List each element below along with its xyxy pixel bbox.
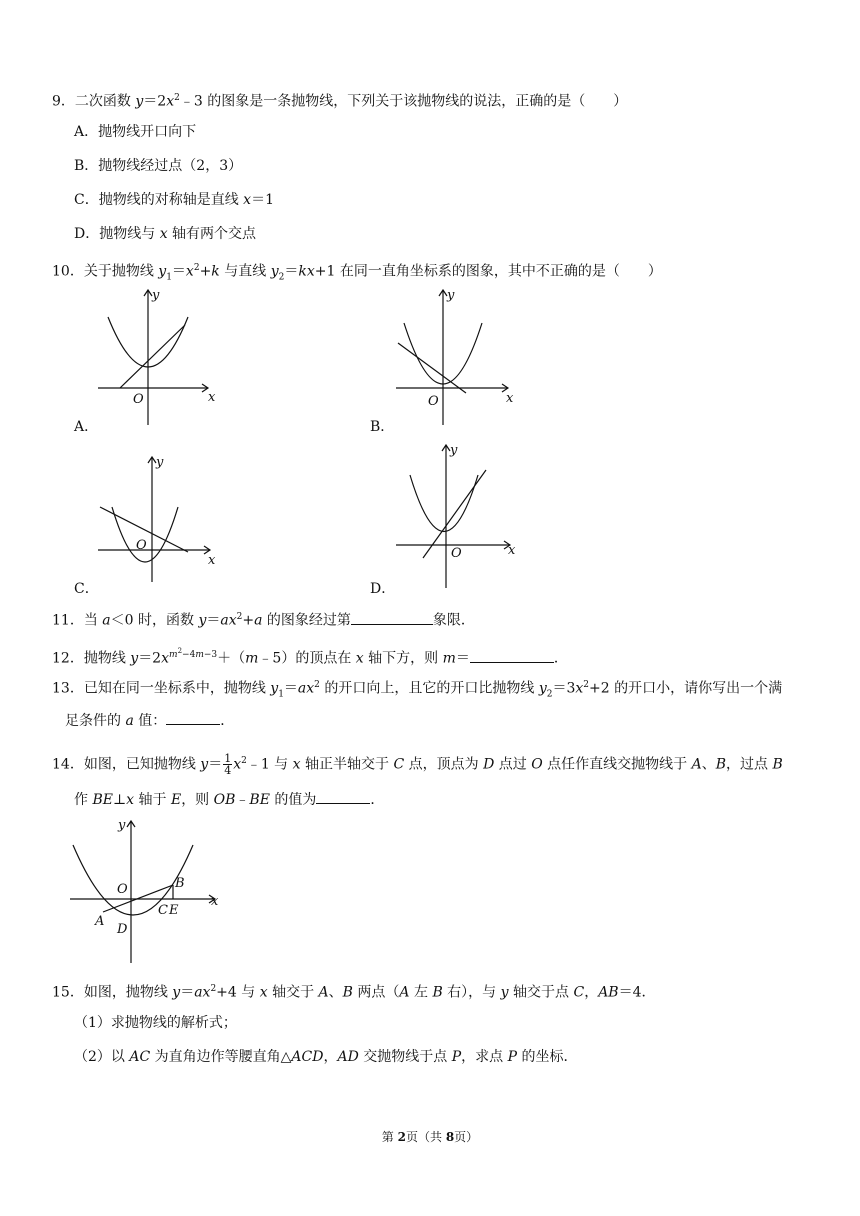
- graph-c: [90, 452, 220, 592]
- text: 轴于: [134, 792, 171, 808]
- text: 两点（: [352, 984, 400, 1001]
- text: ACD: [291, 1049, 324, 1065]
- graph-d-label: D．: [370, 581, 396, 597]
- graph-a-label: A．: [74, 419, 99, 435]
- text: ，求点: [461, 1049, 508, 1065]
- text: 10．关于抛物线: [52, 263, 159, 280]
- origin-label: O: [117, 882, 128, 897]
- y-label: y: [447, 288, 455, 303]
- text: ，: [584, 984, 599, 1001]
- text: D．抛物线与: [74, 226, 160, 242]
- text: ．: [370, 792, 385, 808]
- text: ．: [553, 650, 568, 667]
- text: ，: [323, 1049, 338, 1065]
- graph-b: [388, 285, 518, 435]
- text: ，过点: [726, 756, 773, 773]
- point-a-label: A: [95, 914, 105, 929]
- text: 的图象是一条抛物线，下列关于该抛物线的说法，正确的是（ ）: [202, 93, 628, 110]
- graph-c-label: C．: [74, 581, 99, 597]
- text: 的开口小，请你写出一个满: [609, 680, 783, 697]
- x-label: x: [211, 894, 219, 909]
- text: 页（共: [405, 1130, 446, 1144]
- text: ﹣5）的顶点在: [258, 650, 356, 667]
- text: E: [170, 792, 182, 808]
- text: 左: [409, 984, 433, 1001]
- question-15-stem: 15．如图，抛物线 $y=ax^2+4$ 与 x 轴交于 A、B 两点（A 左 B 右），与 y 轴交于点 C，AB＝4．: [52, 984, 656, 1001]
- origin-label: O: [428, 394, 439, 409]
- text: D: [483, 756, 495, 773]
- q9-option-c: [74, 191, 274, 209]
- text: 第: [381, 1130, 398, 1144]
- text: 轴正半轴交于: [300, 756, 394, 773]
- text: （2）以: [74, 1049, 130, 1065]
- text: 的图象经过第: [262, 612, 351, 629]
- text: P: [507, 1049, 517, 1065]
- q9-option-d: [74, 225, 256, 243]
- question-12: 12．抛物线 $y=2x^{m^2-4m-3}+(m﹣5)$的顶点在 x 轴下方，则 m＝ ．: [52, 647, 568, 667]
- text: 15．如图，抛物线: [52, 984, 173, 1001]
- text: C: [573, 984, 585, 1001]
- y-label: y: [450, 443, 458, 458]
- origin-label: O: [136, 538, 147, 553]
- point-b-label: B: [175, 876, 185, 891]
- text: 足条件的: [65, 713, 126, 729]
- answer-blank[interactable]: [351, 610, 433, 625]
- text: y: [500, 984, 509, 1001]
- question-15-part1: （1）求抛物线的解析式；: [74, 1015, 237, 1031]
- text: 在同一直角坐标系的图象，其中不正确的是（ ）: [335, 263, 662, 280]
- text: m: [442, 650, 456, 667]
- graph-a: [90, 285, 220, 435]
- numerator: 1: [224, 752, 232, 766]
- text: 轴有两个交点: [167, 226, 257, 242]
- text: ＋（: [217, 650, 246, 667]
- question-14-line1: 14．如图，已知抛物线 y＝ $\frac{1}{4}$ $x^2﹣1$ 与 x 轴正半轴交于 C 点，顶点为 D 点过 O 点任作直线交抛物线于 A、B，过点 B: [52, 752, 783, 778]
- text: 轴下方，则: [363, 650, 443, 667]
- text: 、: [328, 984, 343, 1001]
- text: 作: [74, 792, 93, 808]
- text: B: [342, 984, 353, 1001]
- text: 象限．: [432, 612, 475, 629]
- text: 13．已知在同一坐标系中，抛物线: [52, 680, 271, 697]
- x-label: x: [208, 390, 216, 405]
- graph-b-label: B．: [370, 419, 395, 435]
- text: 12．抛物线: [52, 650, 131, 667]
- text: ＝4．: [618, 984, 656, 1001]
- text: ﹣1 与: [246, 756, 293, 773]
- text: 点过: [494, 756, 532, 773]
- text: x: [126, 792, 135, 808]
- text: 的开口向上，且它的开口比抛物线: [319, 680, 539, 697]
- text: 与直线: [219, 263, 271, 280]
- q9-option-a: A．抛物线开口向下: [74, 124, 197, 140]
- text: ．: [220, 713, 235, 729]
- text: O: [531, 756, 543, 773]
- text: 9．二次函数: [52, 93, 136, 110]
- text: ＝1: [251, 192, 274, 208]
- parabola: [112, 507, 178, 562]
- parabola: [410, 475, 478, 532]
- text: x: [243, 192, 252, 208]
- text: 轴交于: [267, 984, 319, 1001]
- text: 、: [701, 756, 716, 773]
- text: 为直角边作等腰直角△: [150, 1049, 292, 1065]
- line: [398, 343, 466, 393]
- text: ⊥: [112, 792, 127, 808]
- text: AB: [598, 984, 619, 1001]
- text: AD: [337, 1049, 359, 1065]
- text: BE: [92, 792, 113, 808]
- text: 点任作直线交抛物线于: [542, 756, 692, 773]
- text: A: [318, 984, 329, 1001]
- text: x: [259, 984, 268, 1001]
- text: OB: [213, 792, 236, 808]
- y-label: y: [118, 818, 126, 833]
- text: x: [159, 226, 168, 242]
- point-e-label: E: [169, 903, 179, 918]
- answer-blank[interactable]: [316, 789, 370, 804]
- question-14-line2: [74, 789, 384, 809]
- text: ＜0 时，函数: [110, 612, 199, 629]
- origin-label: O: [451, 546, 462, 561]
- question-11: 11．当 a＜0 时，函数 $y=ax^2+a$ 的图象经过第 象限．: [52, 608, 475, 630]
- denominator: 4: [224, 764, 232, 778]
- text: C: [393, 756, 405, 773]
- question-9-stem: 9．二次函数 $y=2x^2﹣3$ 的图象是一条抛物线，下列关于该抛物线的说法，正确的是（ ）: [52, 93, 628, 110]
- text: 右），与: [442, 984, 501, 1001]
- text: a: [125, 713, 134, 729]
- text: 的坐标．: [517, 1049, 578, 1065]
- text: A: [691, 756, 702, 773]
- q14-figure: [65, 815, 225, 965]
- question-13-line1: 13．已知在同一坐标系中，抛物线 $y_1=ax^2$ 的开口向上，且它的开口比抛物线 $y_2=3x^2+2$ 的开口小，请你写出一个满: [52, 680, 783, 700]
- fraction: [223, 753, 232, 776]
- answer-blank[interactable]: [470, 648, 554, 663]
- graph-d: [388, 440, 523, 590]
- text: B: [432, 984, 443, 1001]
- text: 11．当: [52, 612, 103, 629]
- text: ＝: [455, 650, 470, 667]
- text: 的值为: [269, 792, 317, 808]
- text: m: [245, 650, 259, 667]
- text: BE: [249, 792, 270, 808]
- text: 交抛物线于点: [358, 1049, 452, 1065]
- page-number: 2: [397, 1130, 406, 1144]
- text: A: [399, 984, 410, 1001]
- text: 与: [236, 984, 260, 1001]
- question-10-stem: 10．关于抛物线 $y_1=x^2+k$ 与直线 $y_2=kx+1$ 在同一直角坐标系的图象，其中不正确的是（ ）: [52, 263, 662, 283]
- x-label: x: [208, 553, 216, 568]
- text: B: [715, 756, 727, 773]
- text: x: [292, 756, 301, 773]
- text: AC: [129, 1049, 151, 1065]
- text: 14．如图，已知抛物线: [52, 756, 201, 773]
- text: 点，顶点为: [404, 756, 484, 773]
- text: ﹣: [235, 792, 250, 808]
- point-c-label: C: [158, 903, 168, 918]
- text: 轴交于点: [508, 984, 574, 1001]
- answer-blank[interactable]: [166, 710, 220, 725]
- text: 值：: [133, 713, 167, 729]
- x-label: x: [508, 543, 516, 558]
- x-label: x: [506, 391, 514, 406]
- question-13-line2: [65, 710, 234, 730]
- text: x: [355, 650, 364, 667]
- text: 页）: [454, 1130, 479, 1144]
- q9-option-b: B．抛物线经过点（2，3）: [74, 158, 243, 174]
- point-d-label: D: [117, 922, 128, 937]
- question-15-part2: [74, 1048, 577, 1066]
- origin-label: O: [133, 392, 144, 407]
- y-label: y: [156, 455, 164, 470]
- y-label: y: [152, 288, 160, 303]
- text: ，则: [181, 792, 214, 808]
- page-footer: [0, 1128, 860, 1145]
- text: P: [451, 1049, 462, 1065]
- text: C．抛物线的对称轴是直线: [74, 192, 244, 208]
- total-pages: 8: [445, 1130, 455, 1144]
- text: B: [772, 756, 783, 773]
